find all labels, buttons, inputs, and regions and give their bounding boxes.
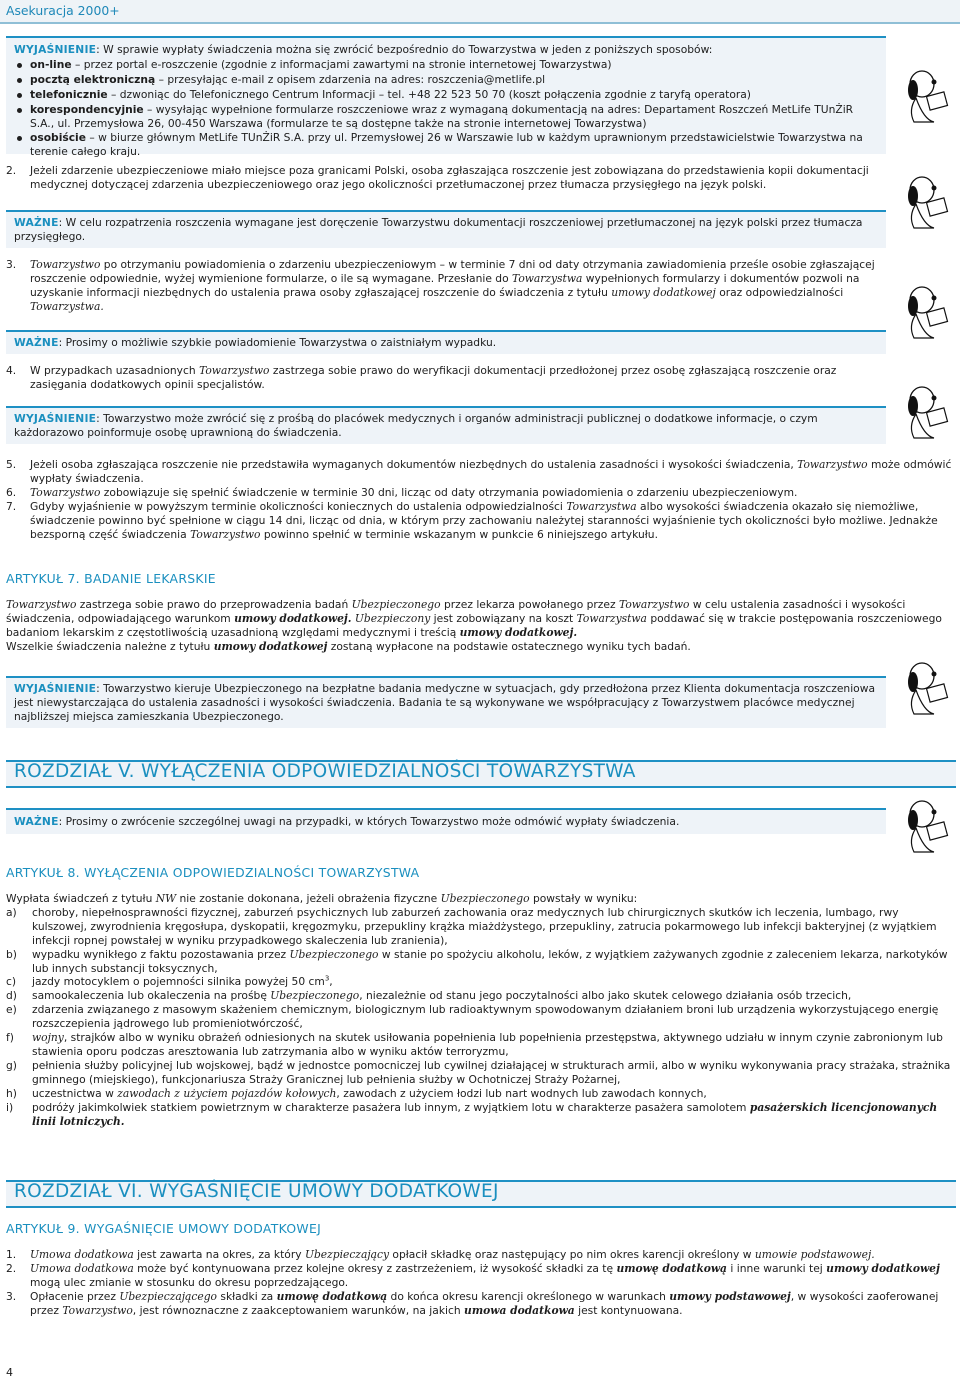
list-item: pocztą elektroniczną – przesyłając e-mail z opisem zdarzenia na adres: roszczenia@metlife.pl	[14, 73, 878, 87]
paragraphs-5-7: 5. Jeżeli osoba zgłaszająca roszczenie nie przedstawiła wymaganych dokumentów niezbędnych do ustalenia zasadności i wysokości świadczenia, Towarzystwo może odmówić wypłaty świadczenia. 6. Towarzystwo zobowiązuje się spełnić świadczenie w terminie 30 dni, licząc od daty otrzymania powiadomienia o zdarzeniu ubezpieczeniowym. 7. Gdyby wyjaśnienie w powyższym terminie okoliczności koniecznych do ustalenia odpowiedzialności Towarzystwa albo wysokości świadczenia okazało się niemożliwe, świadczenie powinno być spełnione w ciągu 14 dni, licząc od dnia, w którym przy zachowaniu należytej staranności wyjaśnienie tych okoliczności było możliwe. Jednakże bezsporną część świadczenia Towarzystwo powinno spełnić w terminie wskazanym w punkcie 6 niniejszego artykułu.	[6, 458, 952, 541]
article-8-title: ARTYKUŁ 8. WYŁĄCZENIA ODPOWIEDZIALNOŚCI TOWARZYSTWA	[6, 865, 420, 880]
article-7-body: Towarzystwo zastrzega sobie prawo do przeprowadzenia badań Ubezpieczonego przez lekarza powołanego przez Towarzystwo w celu ustalenia zasadności i wysokości świadczenia, odpowiadającego warunkom umowy dodatkowej. Ubezpieczony jest zobowiązany na koszt Towarzystwa poddawać się w trakcie postępowania roszczeniowego badaniom lekarskim z częstotliwością uzasadnioną względami medycznymi i treścią umowy dodatkowej. Wszelkie świadczenia należne z tytułu umowy dodatkowej zostaną wypłacone na podstawie ostatecznego wyniku tych badań.	[6, 598, 942, 653]
box-label: WYJAŚNIENIE	[14, 43, 97, 56]
article-9-title: ARTYKUŁ 9. WYGAŚNIĘCIE UMOWY DODATKOWEJ	[6, 1221, 322, 1236]
header-title: Asekuracja 2000+	[6, 3, 120, 18]
box-label: WAŻNE	[14, 336, 59, 349]
list-item: a) choroby, niepełnosprawności fizycznej, zaburzeń psychicznych lub zaburzeń zachowania oraz medycznych lub chirurgicznych skutków ich leczenia, lumbago, rwy kulszowej, zwyrodnienia kręgosłupa, dyskopatii, kręgozmyku, przepukliny krążka miażdżystego, przepukliny, zatrucia pokarmowego lub infekcji bakteryjnej (z wyjątkiem infekcji ropnej powstałej w wyniku przypadkowego skaleczenia lub zranienia),	[6, 905, 937, 947]
list-item: osobiście – w biurze głównym MetLife TUnŻiR S.A. przy ul. Przemysłowej 26 w Warszawie lub w każdym uprawnionym przedstawicielstwie Towarzystwa na terenie całego kraju.	[14, 131, 878, 159]
snoopy-illustration	[894, 60, 954, 130]
chapter-5-heading: ROZDZIAŁ V. WYŁĄCZENIA ODPOWIEDZIALNOŚCI TOWARZYSTWA	[6, 760, 956, 788]
paragraph-4: 4. W przypadkach uzasadnionych Towarzystwo zastrzega sobie prawo do weryfikacji dokumentacji przedłożonej przez osobę zgłaszającą roszczenie oraz zasięgania dodatkowych opinii specjalistów.	[6, 364, 837, 391]
list-item: b) wypadku wynikłego z faktu pozostawania przez Ubezpieczonego w stanie po spożyciu alkoholu, leków, z wyjątkiem zażywanych zgodnie z zaleceniem lekarza, narkotyków lub innych substancji toksycznych,	[6, 947, 948, 975]
list-item: g) pełnienia służby policyjnej lub wojskowej, bądź w jednostce pomocniczej lub cywilnej działającej w strukturach armii, albo w wyniku wykonywania pracy strażaka, strażnika gminnego (miejskiego), funkcjonariusza Straży Granicznej lub pełnienia służby w Ochotniczej Straży Pożarnej,	[6, 1058, 951, 1086]
snoopy-illustration	[894, 166, 954, 236]
list-item: f) wojny, strajków albo w wyniku obrażeń odniesionych na skutek usiłowania popełnienia lub popełnienia przestępstwa, aktywnego udziału w innym czynie zabronionym lub stawienia oporu podczas aresztowania lub zatrzymania albo w wyniku aktów terroryzmu,	[6, 1031, 943, 1058]
header-bar	[0, 0, 960, 24]
box-label: WYJAŚNIENIE	[14, 412, 97, 425]
snoopy-illustration	[894, 376, 954, 446]
box-text: : W celu rozpatrzenia roszczenia wymagane jest doręczenie Towarzystwu dokumentacji roszczeniowej przetłumaczonej na język polski przez tłumacza przysięgłego.	[14, 216, 863, 243]
box-text: : Towarzystwo może zwrócić się z prośbą do placówek medycznych i organów administracji publicznej o dodatkowe informacje, o czym każdorazowo poinformuje osobę uprawnioną do świadczenia.	[14, 412, 818, 439]
list-item: c) jazdy motocyklem o pojemności silnika powyżej 50 $cm^3$,	[6, 974, 333, 989]
important-box-notify	[6, 330, 886, 354]
list-item: i) podróży jakimkolwiek statkiem powietrznym w charakterze pasażera lub innym, z wyjątkiem lotu w charakterze pasażera samolotem pasażerskich licencjonowanych linii lotniczych.	[6, 1100, 938, 1128]
box-text: : Towarzystwo kieruje Ubezpieczonego na bezpłatne badania medyczne w sytuacjach, gdy przedłożona przez Klienta dokumentacja roszczeniowa jest niewystarczająca do ustalenia zasadności i wysokości świadczenia. Badania te są wykonywane we współpracujący z Towarzystwem placówce medycznej najbliższej miejsca zamieszkania Ubezpieczonego.	[14, 682, 875, 723]
box-text: : Prosimy o możliwie szybkie powiadomienie Towarzystwa o zaistniałym wypadku.	[58, 336, 497, 349]
list-item: on-line – przez portal e-roszczenie (zgodnie z informacjami zawartymi na stronie internetowej Towarzystwa)	[14, 58, 878, 72]
paragraph-2: 2. Jeżeli zdarzenie ubezpieczeniowe miało miejsce poza granicami Polski, osoba zgłaszająca roszczenie jest zobowiązana do przedstawienia kopii dokumentacji medycznej dotyczącej zdarzenia ubezpieczeniowego oraz jego okoliczności przetłumaczonej przez tłumacza przysięgłego na język polski.	[6, 164, 869, 191]
article-7-title: ARTYKUŁ 7. BADANIE LEKARSKIE	[6, 571, 216, 586]
list-item: korespondencyjnie – wysyłając wypełnione formularze roszczeniowe wraz z wymaganą dokumentacją na adres: Departament Roszczeń MetLife TUnŻiR S.A., ul. Przemysłowa 26, 00-450 Warszawa (formularze te są dostępne także na stronie internetowej Towarzystwa)	[14, 103, 878, 131]
paragraph-3: 3. Towarzystwo po otrzymaniu powiadomienia o zdarzeniu ubezpieczeniowym – w terminie 7 dni od daty otrzymania zawiadomienia prześle osobie zgłaszającej roszczenie odpowiednie, wyżej wymienione formularze, o ile są wymagane. Przesłanie do Towarzystwa wypełnionych formularzy i dokumentów pozwoli na uzyskanie informacji niezbędnych do ustalenia prawa osoby zgłaszającej roszczenie do świadczenia z tytułu umowy dodatkowej oraz odpowiedzialności Towarzystwa.	[6, 258, 875, 313]
snoopy-illustration	[894, 652, 954, 722]
page-number: 4	[6, 1366, 13, 1379]
list-item: h) uczestnictwa w zawodach z użyciem pojazdów kołowych, zawodach z użyciem łodzi lub nart wodnych lub zawodach konnych,	[6, 1086, 707, 1100]
important-box-translation	[6, 210, 886, 248]
explanation-box-medical-exam	[6, 676, 886, 728]
list-item: d) samookaleczenia lub okaleczenia na prośbę Ubezpieczonego, niezależnie od stanu jego poczytalności albo jako skutek celowego działania osób trzecich,	[6, 989, 852, 1003]
box-text: : W sprawie wypłaty świadczenia można się zwrócić bezpośrednio do Towarzystwa w jeden z poniższych sposobów:	[96, 43, 713, 56]
list-item: e) zdarzenia związanego z masowym skażeniem chemicznym, biologicznym lub radioaktywnym spowodowanym działaniem broni lub urządzenia wykorzystującego energię rozszczepienia jądrowego lub promieniotwórczość,	[6, 1003, 939, 1031]
box-label: WAŻNE	[14, 216, 59, 229]
article-8-body: Wypłata świadczeń z tytułu NW nie zostanie dokonana, jeżeli obrażenia fizyczne Ubezpieczonego powstały w wyniku: a) choroby, niepełnosprawności fizycznej, zaburzeń psychicznych lub zaburzeń zachowania oraz medycznych lub chirurgicznych skutków ich leczenia, lumbago, rwy kulszowej, zwyrodnienia kręgosłupa, dyskopatii, kręgozmyku, przepukliny krążka miażdżystego, przepukliny, zatrucia pokarmowego lub infekcji bakteryjnej (z wyjątkiem infekcji ropnej powstałej w wyniku przypadkowego skaleczenia lub zranienia), b) wypadku wynikłego z faktu pozostawania przez Ubezpieczonego w stanie po spożyciu alkoholu, leków, z wyjątkiem zażywanych zgodnie z zaleceniem lekarza, narkotyków lub innych substancji toksycznych, c) jazdy motocyklem o pojemności silnika powyżej 50 $cm^3$, d) samookaleczenia lub okaleczenia na prośbę Ubezpieczonego, niezależnie od stanu jego poczytalności albo jako skutek celowego działania osób trzecich, e) zdarzenia związanego z masowym skażeniem chemicznym, biologicznym lub radioaktywnym spowodowanym działaniem broni lub urządzenia wykorzystującego energię rozszczepienia jądrowego lub promieniotwórczość, f) wojny, strajków albo w wyniku obrażeń odniesionych na skutek usiłowania popełnienia lub popełnienia przestępstwa, aktywnego udziału w innym czynie zabronionym lub stawienia oporu podczas aresztowania lub zatrzymania albo w wyniku aktów terroryzmu, g) pełnienia służby policyjnej lub wojskowej, bądź w jednostce pomocniczej lub cywilnej działającej w strukturach armii, albo w wyniku wykonywania pracy strażaka, strażnika gminnego (miejskiego), funkcjonariusza Straży Granicznej lub pełnienia służby w Ochotniczej Straży Pożarnej, h) uczestnictwa w zawodach z użyciem pojazdów kołowych, zawodach z użyciem łodzi lub nart wodnych lub zawodach konnych, i) podróży jakimkolwiek statkiem powietrznym w charakterze pasażera lub innym, z wyjątkiem lotu w charakterze pasażera samolotem pasażerskich licencjonowanych linii lotniczych.	[6, 892, 956, 1128]
snoopy-illustration	[894, 790, 954, 860]
explanation-box-medical-info	[6, 406, 886, 444]
chapter-6-heading: ROZDZIAŁ VI. WYGAŚNIĘCIE UMOWY DODATKOWEJ	[6, 1180, 956, 1208]
box-label: WAŻNE	[14, 815, 59, 828]
snoopy-illustration	[894, 276, 954, 346]
explanation-box-claims	[6, 36, 886, 159]
box-text: : Prosimy o zwrócenie szczególnej uwagi na przypadki, w których Towarzystwo może odmówić wypłaty świadczenia.	[58, 815, 680, 828]
list-item: telefonicznie – dzwoniąc do Telefonicznego Centrum Informacji – tel. +48 22 523 50 70 (koszt połączenia zgodnie z taryfą operatora)	[14, 88, 878, 102]
important-box-exclusions	[6, 808, 886, 834]
box-label: WYJAŚNIENIE	[14, 682, 97, 695]
article-9-body: 1. Umowa dodatkowa jest zawarta na okres, za który Ubezpieczający opłacił składkę oraz następujący po nim okres karencji określony w umowie podstawowej. 2. Umowa dodatkowa może być kontynuowana przez kolejne okresy z zastrzeżeniem, iż wysokość składki za tę umowę dodatkową i inne warunki tej umowy dodatkowej mogą ulec zmianie w stosunku do okresu poprzedzającego. 3. Opłacenie przez Ubezpieczającego składki za umowę dodatkową do końca okresu karencji określonego w warunkach umowy podstawowej, w wysokości zaoferowanej przez Towarzystwo, jest równoznaczne z zaakceptowaniem warunków, na jakich umowa dodatkowa jest kontynuowana.	[6, 1248, 940, 1317]
